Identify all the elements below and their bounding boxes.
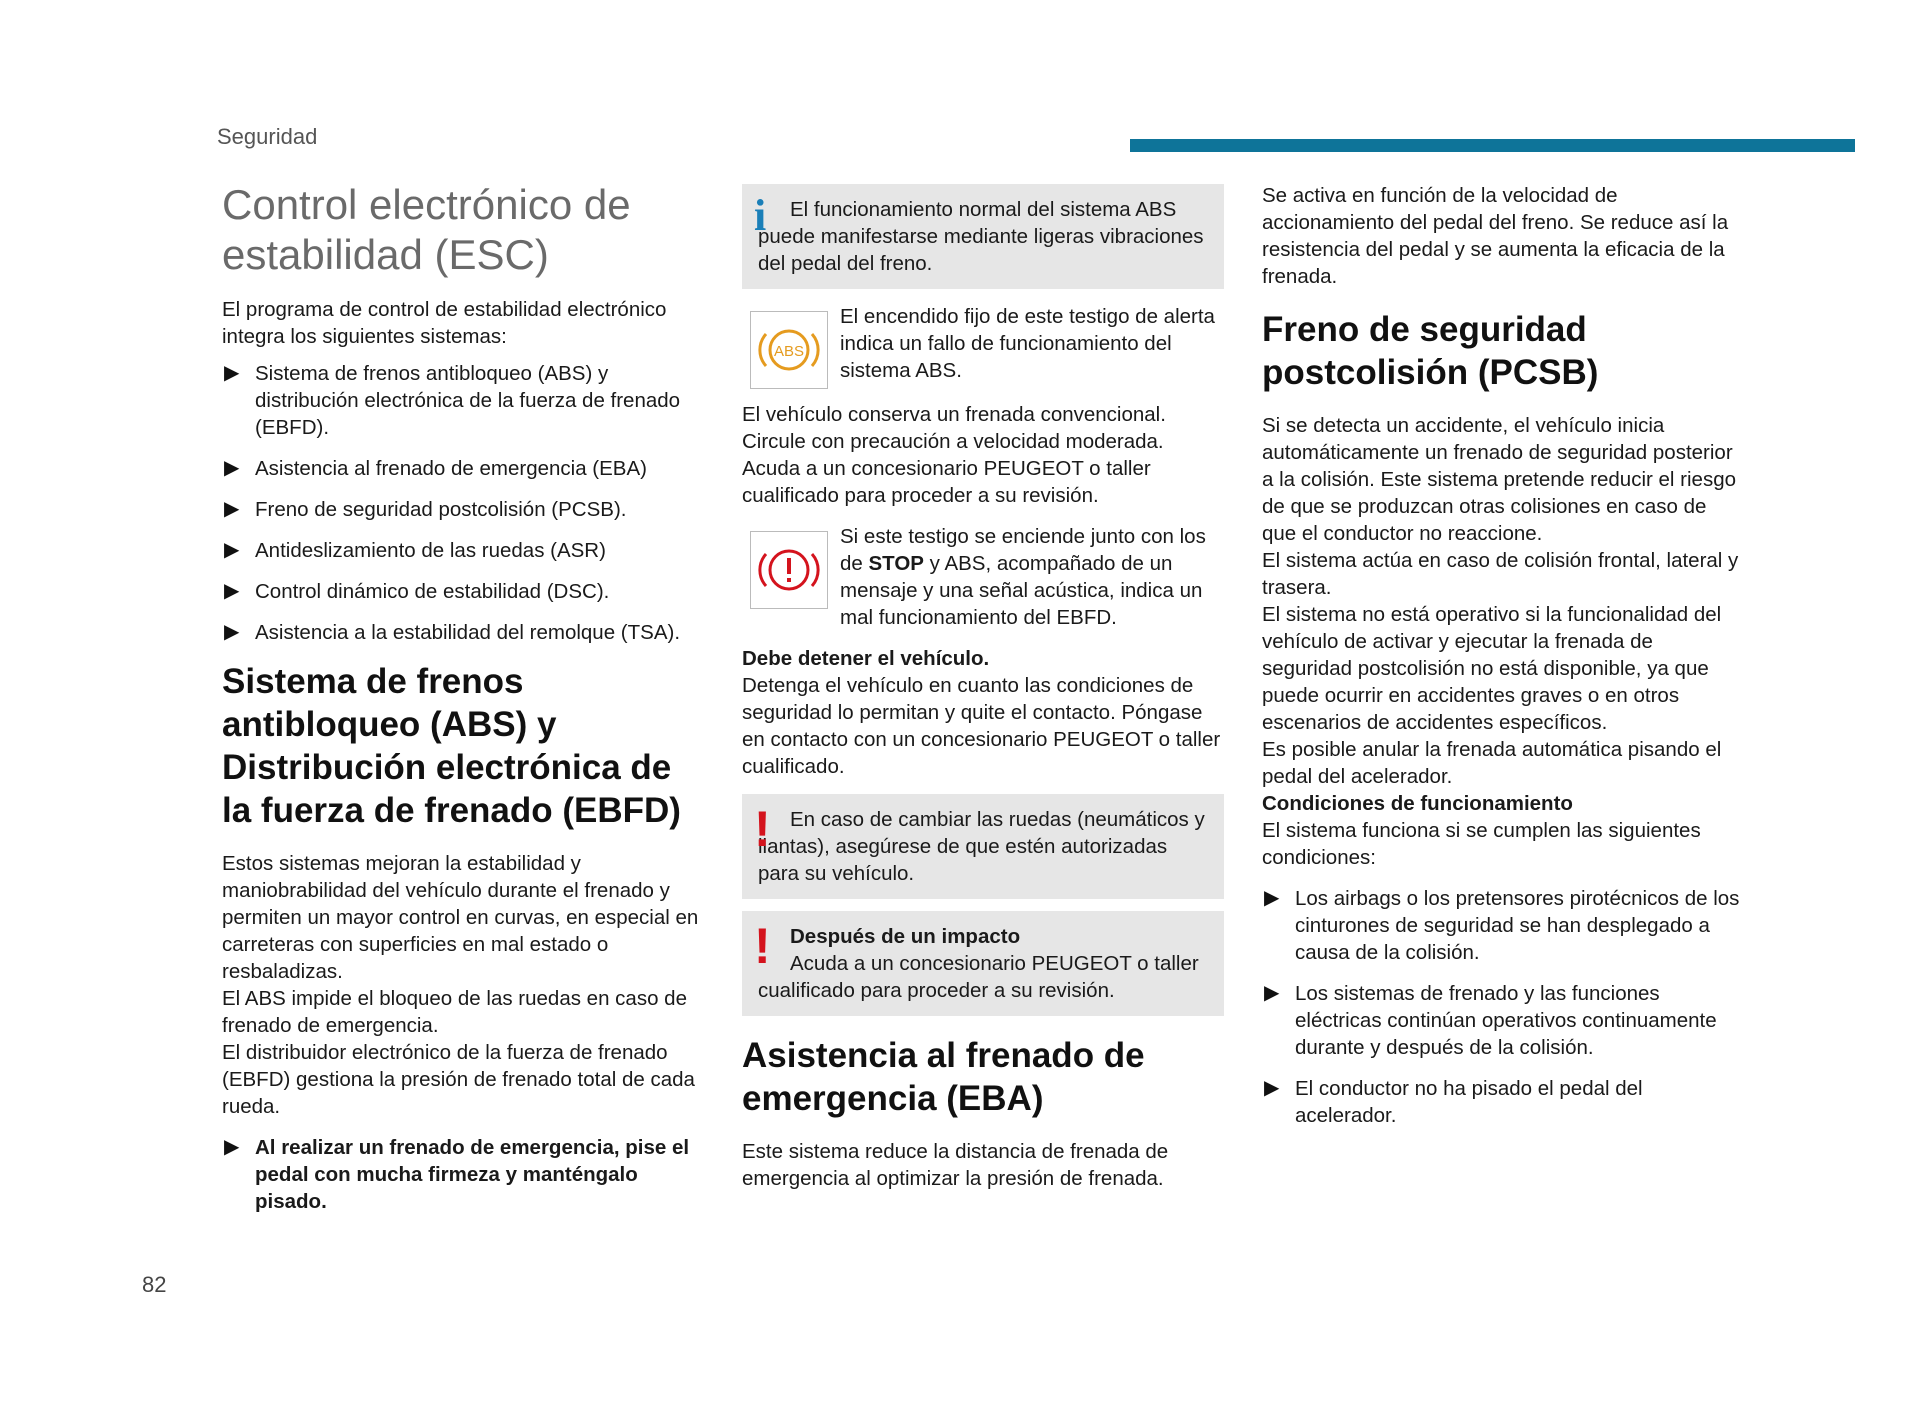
warning-exclamation-icon: ! xyxy=(754,918,771,974)
pcsb-heading: Freno de seguridad postcolisión (PCSB) xyxy=(1262,310,1599,392)
list-item: ▶ Asistencia al frenado de emergencia (EBA) xyxy=(224,457,647,480)
conditions-list xyxy=(1262,885,1744,1129)
triangle-bullet-icon: ▶ xyxy=(1264,1077,1280,1099)
triangle-bullet-icon: ▶ xyxy=(224,1136,240,1158)
list-item: ▶ Sistema de frenos antibloqueo (ABS) y distribución electrónica de la fuerza de frenado (EBFD). xyxy=(224,362,681,439)
abs-tip-list xyxy=(222,1134,704,1215)
abs-lamp-text: El encendido fijo de este testigo de alerta indica un fallo de funcionamiento del sistema ABS. xyxy=(840,305,1215,382)
abs-paragraph-2: El ABS impide el bloqueo de las ruedas en caso de frenado de emergencia. xyxy=(222,987,687,1037)
conditions-title: Condiciones de funcionamiento xyxy=(1262,792,1573,815)
pcsb-paragraph-2: El sistema actúa en caso de colisión frontal, lateral y trasera. xyxy=(1262,549,1739,599)
conditions-intro: El sistema funciona si se cumplen las siguientes condiciones: xyxy=(1262,819,1701,869)
conventional-brake-text: El vehículo conserva un frenada convencional. Circule con precaución a velocidad moderada. Acuda a un concesionario PEUGEOT o taller cualificado para proceder a su revisión. xyxy=(742,403,1166,507)
svg-text:ABS: ABS xyxy=(773,343,805,360)
eba-text: Este sistema reduce la distancia de frenada de emergencia al optimizar la presión de frenada. xyxy=(742,1140,1169,1190)
abs-warning-lamp-icon xyxy=(750,311,828,389)
list-item: ▶ Control dinámico de estabilidad (DSC). xyxy=(224,580,610,603)
impact-warning-title: Después de un impacto xyxy=(790,925,1021,948)
list-item: ▶ El conductor no ha pisado el pedal del acelerador. xyxy=(1264,1077,1643,1127)
esc-title: Control electrónico de estabilidad (ESC) xyxy=(222,181,631,278)
list-item: ▶ Asistencia a la estabilidad del remolque (TSA). xyxy=(224,621,681,644)
brake-lamp-text: Si este testigo se enciende junto con los de STOP y ABS, acompañado de un mensaje y una señal acústica, indica un mal funcionamiento del EBFD. xyxy=(840,525,1206,629)
triangle-bullet-icon: ▶ xyxy=(1264,887,1280,909)
header-accent-bar xyxy=(1130,139,1855,152)
list-item: ▶ Los sistemas de frenado y las funciones eléctricas continúan operativos continuamente durante y después de la colisión. xyxy=(1264,982,1717,1059)
info-note-text: El funcionamiento normal del sistema ABS puede manifestarse mediante ligeras vibraciones del pedal del freno. xyxy=(758,198,1204,275)
section-label: Seguridad xyxy=(217,124,318,149)
esc-intro: El programa de control de estabilidad electrónico integra los siguientes sistemas: xyxy=(222,298,667,348)
triangle-bullet-icon: ▶ xyxy=(224,362,240,384)
wheels-warning-text: En caso de cambiar las ruedas (neumáticos y llantas), asegúrese de que estén autorizadas para su vehículo. xyxy=(758,808,1205,885)
abs-lamp-row xyxy=(742,303,1224,387)
warning-exclamation-icon: ! xyxy=(754,801,771,857)
wheels-warning-box xyxy=(742,794,1224,899)
triangle-bullet-icon: ▶ xyxy=(1264,982,1280,1004)
column-1 xyxy=(222,180,704,1229)
eba-continued-text: Se activa en función de la velocidad de accionamiento del pedal del freno. Se reduce así la resistencia del pedal y se aumenta la eficacia de la frenada. xyxy=(1262,184,1729,288)
triangle-bullet-icon: ▶ xyxy=(224,621,240,643)
abs-heading: Sistema de frenos antibloqueo (ABS) y Distribución electrónica de la fuerza de frenado (EBFD) xyxy=(222,662,681,830)
list-item: ▶ Antideslizamiento de las ruedas (ASR) xyxy=(224,539,606,562)
esc-systems-list xyxy=(222,360,704,646)
brake-lamp-row xyxy=(742,523,1224,631)
eba-heading: Asistencia al frenado de emergencia (EBA) xyxy=(742,1036,1145,1118)
column-3 xyxy=(1262,182,1744,1143)
impact-warning-box xyxy=(742,911,1224,1016)
pcsb-paragraph-1: Si se detecta un accidente, el vehículo inicia automáticamente un frenado de seguridad posterior a la colisión. Este sistema pretende reducir el riesgo de que se produzcan otras colisiones en caso de que el conductor no reaccione. xyxy=(1262,414,1737,545)
must-stop-title: Debe detener el vehículo. xyxy=(742,647,990,670)
list-item: ▶ Los airbags o los pretensores pirotécnicos de los cinturones de seguridad se han desplegado a causa de la colisión. xyxy=(1264,887,1740,964)
list-item: ▶ Freno de seguridad postcolisión (PCSB). xyxy=(224,498,627,521)
triangle-bullet-icon: ▶ xyxy=(224,539,240,561)
column-2 xyxy=(742,180,1224,1192)
list-item: ▶ Al realizar un frenado de emergencia, pise el pedal con mucha firmeza y manténgalo pisado. xyxy=(224,1136,690,1213)
triangle-bullet-icon: ▶ xyxy=(224,457,240,479)
page-number: 82 xyxy=(142,1272,167,1297)
pcsb-paragraph-4: Es posible anular la frenada automática pisando el pedal del acelerador. xyxy=(1262,738,1722,788)
brake-warning-lamp-icon xyxy=(750,531,828,609)
pcsb-paragraph-3: El sistema no está operativo si la funcionalidad del vehículo de activar y ejecutar la frenada de seguridad postcolisión no está disponible, ya que puede ocurrir en accidentes graves o en otros escenarios de accidentes específicos. xyxy=(1262,603,1722,734)
impact-warning-text: Acuda a un concesionario PEUGEOT o taller cualificado para proceder a su revisión. xyxy=(758,952,1199,1002)
abs-paragraph-1: Estos sistemas mejoran la estabilidad y maniobrabilidad del vehículo durante el frenado y permiten un mayor control en curvas, en especial en carreteras con superficies en mal estado o resbaladizas. xyxy=(222,852,699,983)
triangle-bullet-icon: ▶ xyxy=(224,498,240,520)
info-icon: i xyxy=(754,191,767,240)
must-stop-text: Detenga el vehículo en cuanto las condiciones de seguridad lo permitan y quite el contacto. Póngase en contacto con un concesionario PEUGEOT o taller cualificado. xyxy=(742,674,1221,778)
info-note-box xyxy=(742,184,1224,289)
triangle-bullet-icon: ▶ xyxy=(224,580,240,602)
abs-paragraph-3: El distribuidor electrónico de la fuerza de frenado (EBFD) gestiona la presión de frenado total de cada rueda. xyxy=(222,1041,695,1118)
